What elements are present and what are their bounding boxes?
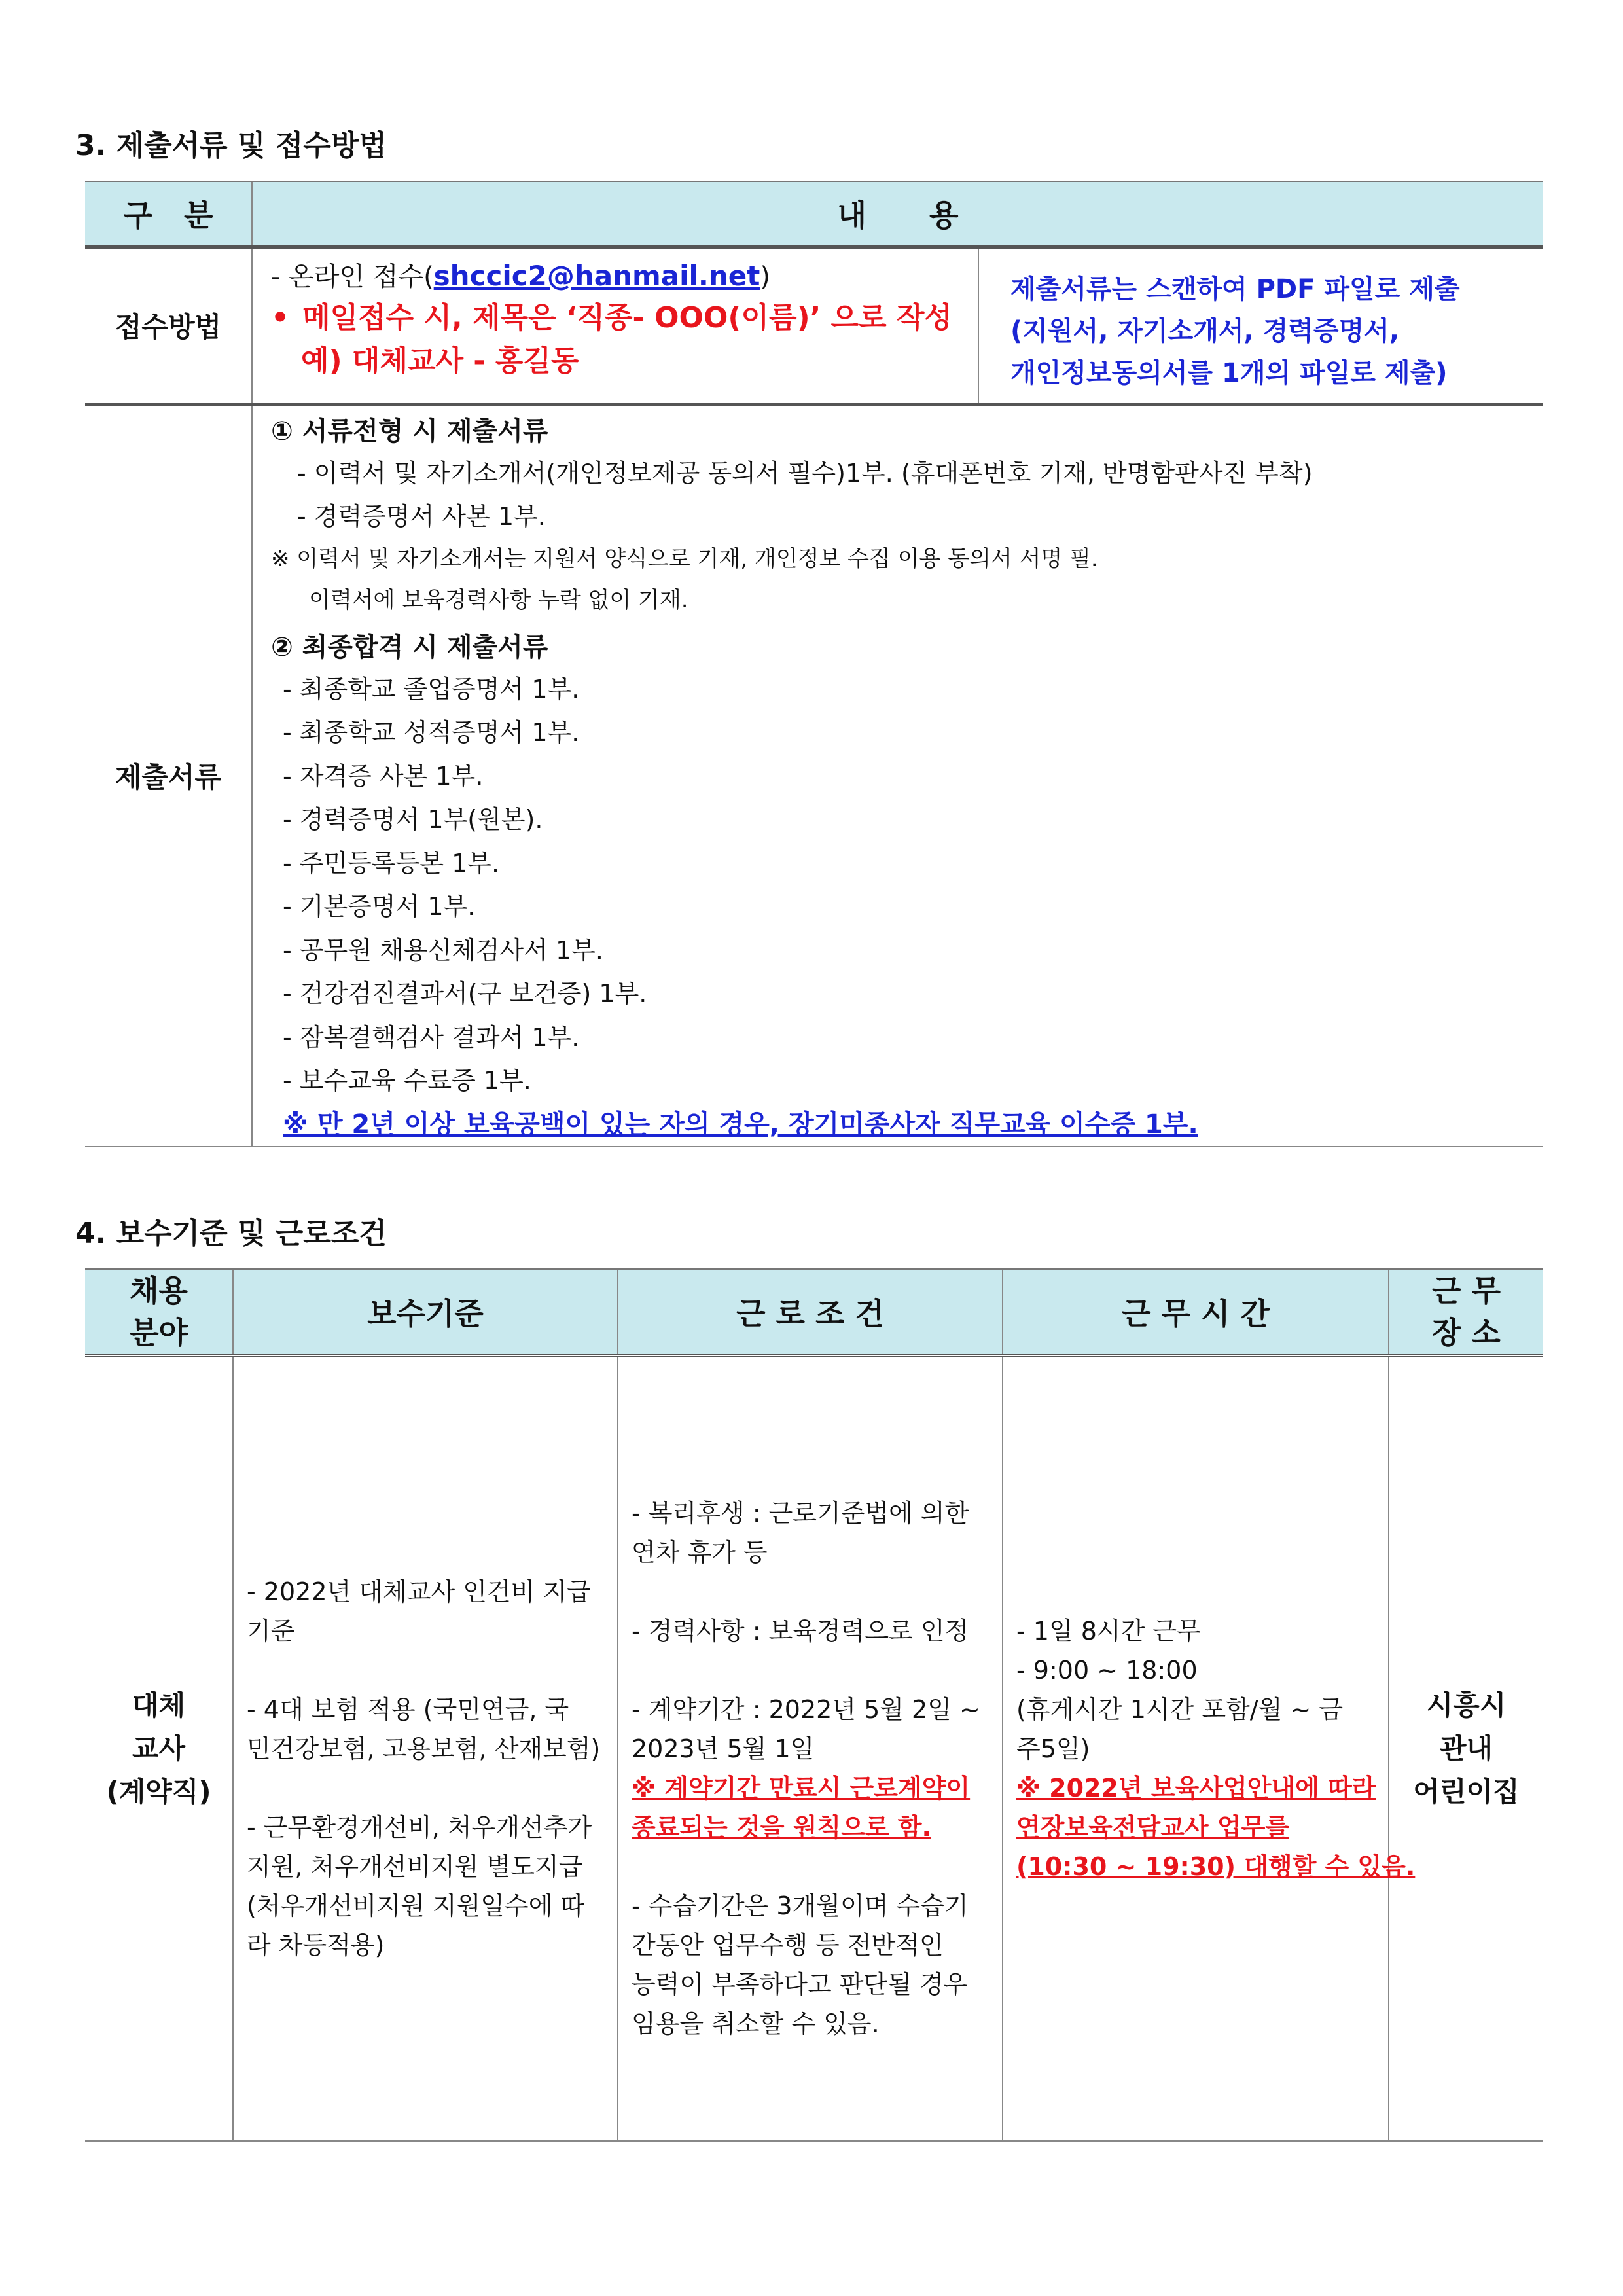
header-conditions: 근 로 조 건 [618, 1269, 1003, 1355]
bullet: • [271, 300, 290, 334]
submission-table-header [85, 181, 1543, 247]
submission-table [85, 181, 1543, 1147]
list-item: - 잠복결핵검사 결과서 1부. [283, 1022, 580, 1052]
header-field: 채용 분야 [85, 1269, 233, 1355]
place-cell: 시흥시 관내 어린이집 [1389, 1355, 1543, 2141]
stage1-list [271, 452, 1543, 538]
header-content: 내 용 [252, 181, 1543, 247]
list-item: - 이력서 및 자기소개서(개인정보제공 동의서 필수)1부. (휴대폰번호 기재, 반명함판사진 부착) [297, 458, 1313, 488]
list-item: - 기본증명서 1부. [283, 892, 476, 921]
extended-care-note: 연장보육전담교사 업무를 [1016, 1812, 1290, 1842]
stage2-title: ② 최종합격 시 제출서류 [271, 632, 548, 662]
extended-care-note: (10:30 ~ 19:30) 대행할 수 있음. [1016, 1852, 1416, 1881]
list-item: - 최종학교 성적증명서 1부. [283, 718, 580, 747]
stage1-note-1: ※ 이력서 및 자기소개서는 지원서 양식으로 기재, 개인정보 수집 이용 동의서 서명 필. [271, 545, 1098, 572]
method-row [85, 247, 1543, 404]
scan-note: 제출서류는 스캔하여 PDF 파일로 제출 (지원서, 자기소개서, 경력증명서, 개인정보동의서를 1개의 파일로 제출) [978, 247, 1543, 404]
list-item: - 최종학교 졸업증명서 1부. [283, 674, 580, 704]
section4-title: 4. 보수기준 및 근로조건 [75, 1217, 387, 1250]
documents-label: 제출서류 [115, 761, 222, 793]
contract-end-note: ※ 계약기간 만료시 근로계약이 [632, 1773, 971, 1803]
conditions-table-header [85, 1269, 1543, 1355]
conditions-row [85, 1355, 1543, 2141]
mail-subject-example: 예) 대체교사 - 홍길동 [301, 344, 579, 378]
stage2-note: ※ 만 2년 이상 보육공백이 있는 자의 경우, 장기미종사자 직무교육 이수증 1부. [283, 1109, 1198, 1139]
list-item: - 공무원 채용신체검사서 1부. [283, 935, 603, 965]
conditions-cell: - 복리후생 : 근로기준법에 의한 연차 휴가 등 - 경력사항 : 보육경력으로 인정 - 계약기간 : 2022년 5월 2일 ~ 2023년 5월 1일 ※ 계약기간 만료시 근로계약이 종료되는 것을 원칙으로 함. - 수습기간은 3개월이며 수습기 간동안 업무수행 등 전반적인 능력이 부족하다고 판단될 경우 임용을 취소할 수 있음. [618, 1355, 1003, 2141]
stage2-list [271, 668, 1543, 1146]
list-item: - 경력증명서 사본 1부. [297, 501, 546, 531]
stage1-note-2: 이력서에 보육경력사항 누락 없이 기재. [309, 586, 688, 613]
header-category: 구 분 [85, 181, 252, 247]
documents-row [85, 404, 1543, 1147]
contract-end-note: 종료되는 것을 원칙으로 함. [632, 1812, 931, 1842]
method-content [252, 247, 978, 404]
list-item: - 주민등록등본 1부. [283, 848, 500, 878]
list-item: - 건강검진결과서(구 보건증) 1부. [283, 979, 647, 1008]
mail-subject-note: • 메일접수 시, 제목은 ‘직종- OOO(이름)’ 으로 작성 [271, 300, 952, 334]
extended-care-note: ※ 2022년 보육사업안내에 따라 [1016, 1773, 1376, 1803]
online-receipt: - 온라인 접수(shccic2@hanmail.net) [271, 259, 770, 292]
section3-title: 3. 제출서류 및 접수방법 [75, 129, 387, 162]
documents-content [252, 404, 1543, 1147]
email-link[interactable]: shccic2@hanmail.net [433, 259, 760, 292]
conditions-table [85, 1268, 1543, 2142]
header-place: 근 무 장 소 [1389, 1269, 1543, 1355]
method-label: 접수방법 [115, 311, 222, 343]
stage1-title: ① 서류전형 시 제출서류 [271, 416, 548, 446]
list-item: - 보수교육 수료증 1부. [283, 1066, 531, 1095]
pay-cell: - 2022년 대체교사 인건비 지급 기준 - 4대 보험 적용 (국민연금, 국 민건강보험, 고용보험, 산재보험) - 근무환경개선비, 처우개선추가 지원, 처우개선비지원 별도지급 (처우개선비지원 지원일수에 따 라 차등적용) [233, 1355, 618, 2141]
hours-cell: - 1일 8시간 근무 - 9:00 ~ 18:00 (휴게시간 1시간 포함/월 ~ 금 주5일) ※ 2022년 보육사업안내에 따라 연장보육전담교사 업무를 (10:30 ~ 19:30) 대행할 수 있음. [1003, 1355, 1389, 2141]
list-item: - 자격증 사본 1부. [283, 761, 484, 791]
header-hours: 근 무 시 간 [1003, 1269, 1389, 1355]
header-pay: 보수기준 [233, 1269, 618, 1355]
list-item: - 경력증명서 1부(원본). [283, 805, 543, 834]
field-cell: 대체 교사 (계약직) [106, 1689, 211, 1808]
